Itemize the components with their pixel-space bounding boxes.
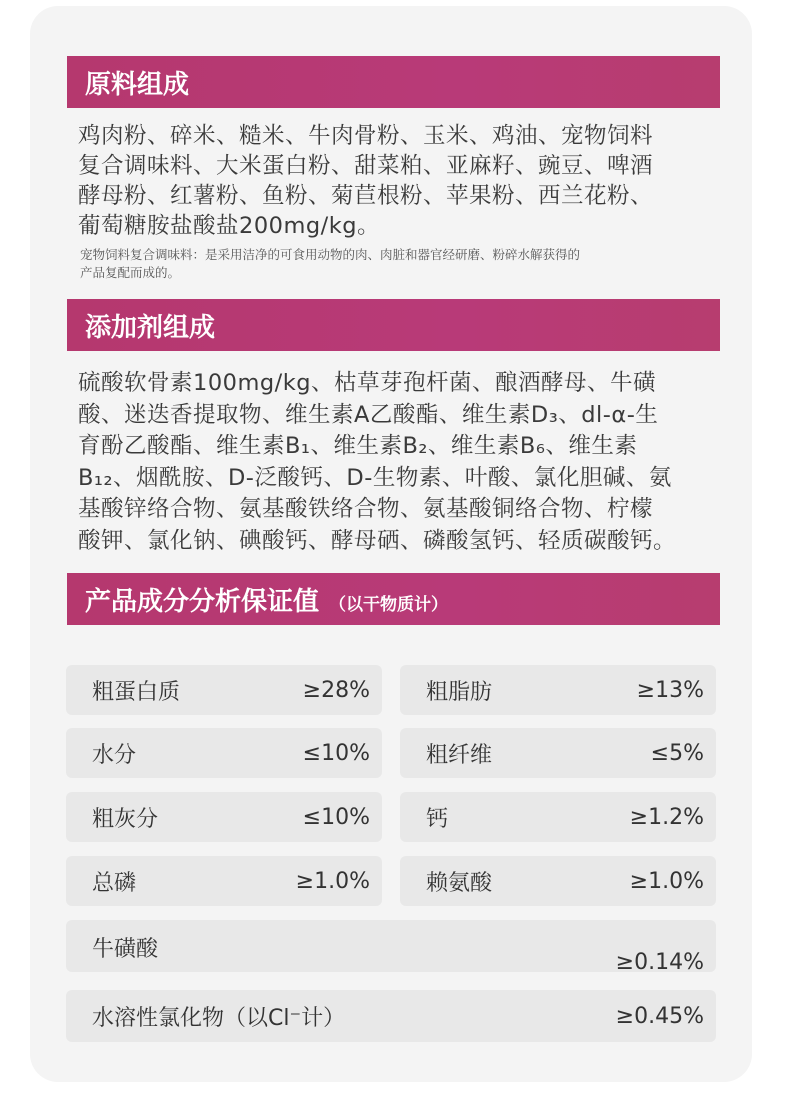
analysis-row (66, 856, 382, 906)
ingredients-note-line: 产品复配而成的。 (80, 265, 181, 280)
additives-line: 基酸锌络合物、氨基酸铁络合物、氨基酸铜络合物、柠檬 (78, 496, 654, 522)
additives-line: 硫酸软骨素100mg/kg、枯草芽孢杆菌、酿酒酵母、牛磺 (78, 370, 657, 396)
analysis-item-name: 钙 (426, 806, 449, 832)
additives-line: 育酚乙酸酯、维生素B₁、维生素B₂、维生素B₆、维生素 (78, 433, 638, 459)
analysis-item-name: 水分 (92, 742, 137, 768)
ingredients-line: 复合调味料、大米蛋白粉、甜菜粕、亚麻籽、豌豆、啤酒 (78, 153, 654, 179)
analysis-item-value: ≤5% (650, 740, 704, 766)
analysis-row-wide (66, 920, 716, 975)
analysis-row-wide (66, 990, 716, 1042)
analysis-row (66, 728, 382, 778)
additives-header (67, 299, 720, 351)
analysis-subtitle: （以干物质计） (329, 594, 449, 615)
analysis-item-value: ≤10% (302, 804, 370, 830)
analysis-row (400, 856, 716, 906)
ingredients-line: 酵母粉、红薯粉、鱼粉、菊苣根粉、苹果粉、西兰花粉、 (78, 183, 654, 209)
analysis-item-name: 粗纤维 (426, 742, 493, 768)
analysis-row (400, 728, 716, 778)
analysis-item-value: ≥0.45% (615, 1003, 704, 1029)
analysis-header (67, 573, 720, 625)
analysis-item-value: ≥1.2% (629, 804, 704, 830)
ingredients-note-line: 宠物饲料复合调味料：是采用洁净的可食用动物的肉、肉脏和器官经研磨、粉碎水解获得的 (80, 247, 581, 262)
analysis-title: 产品成分分析保证值 (85, 586, 320, 617)
analysis-row (66, 665, 382, 715)
ingredients-note (80, 246, 730, 282)
ingredients-line: 鸡肉粉、碎米、糙米、牛肉骨粉、玉米、鸡油、宠物饲料 (78, 123, 654, 149)
analysis-item-name: 牛磺酸 (92, 937, 159, 962)
ingredients-line: 葡萄糖胺盐酸盐200mg/kg。 (78, 213, 381, 239)
analysis-item-name: 水溶性氯化物（以Cl⁻计） (92, 1005, 346, 1031)
analysis-item-value: ≥13% (636, 677, 704, 703)
ingredients-text (78, 121, 728, 241)
ingredients-title: 原料组成 (85, 69, 190, 100)
analysis-item-name: 粗灰分 (92, 806, 159, 832)
analysis-item-name: 总磷 (92, 870, 137, 896)
analysis-item-name: 粗蛋白质 (92, 679, 181, 705)
analysis-item-name: 赖氨酸 (426, 870, 493, 896)
analysis-row (400, 665, 716, 715)
analysis-item-value: ≤10% (302, 740, 370, 766)
additives-text (78, 368, 728, 557)
additives-line: 酸钾、氯化钠、碘酸钙、酵母硒、磷酸氢钙、轻质碳酸钙。 (78, 527, 677, 554)
additives-title: 添加剂组成 (85, 312, 216, 343)
additives-line: 酸、迷迭香提取物、维生素A乙酸酯、维生素D₃、dl-α-生 (78, 401, 659, 428)
analysis-row (400, 792, 716, 842)
analysis-item-value: ≥28% (302, 677, 370, 703)
analysis-item-name: 粗脂肪 (426, 679, 493, 705)
analysis-item-value: ≥1.0% (295, 868, 370, 894)
analysis-item-value: ≥0.14% (615, 950, 704, 975)
analysis-row (66, 792, 382, 842)
additives-line: B₁₂、烟酰胺、D-泛酸钙、D-生物素、叶酸、氯化胆碱、氨 (78, 464, 672, 491)
analysis-item-value: ≥1.0% (629, 868, 704, 894)
ingredients-header (67, 56, 720, 108)
